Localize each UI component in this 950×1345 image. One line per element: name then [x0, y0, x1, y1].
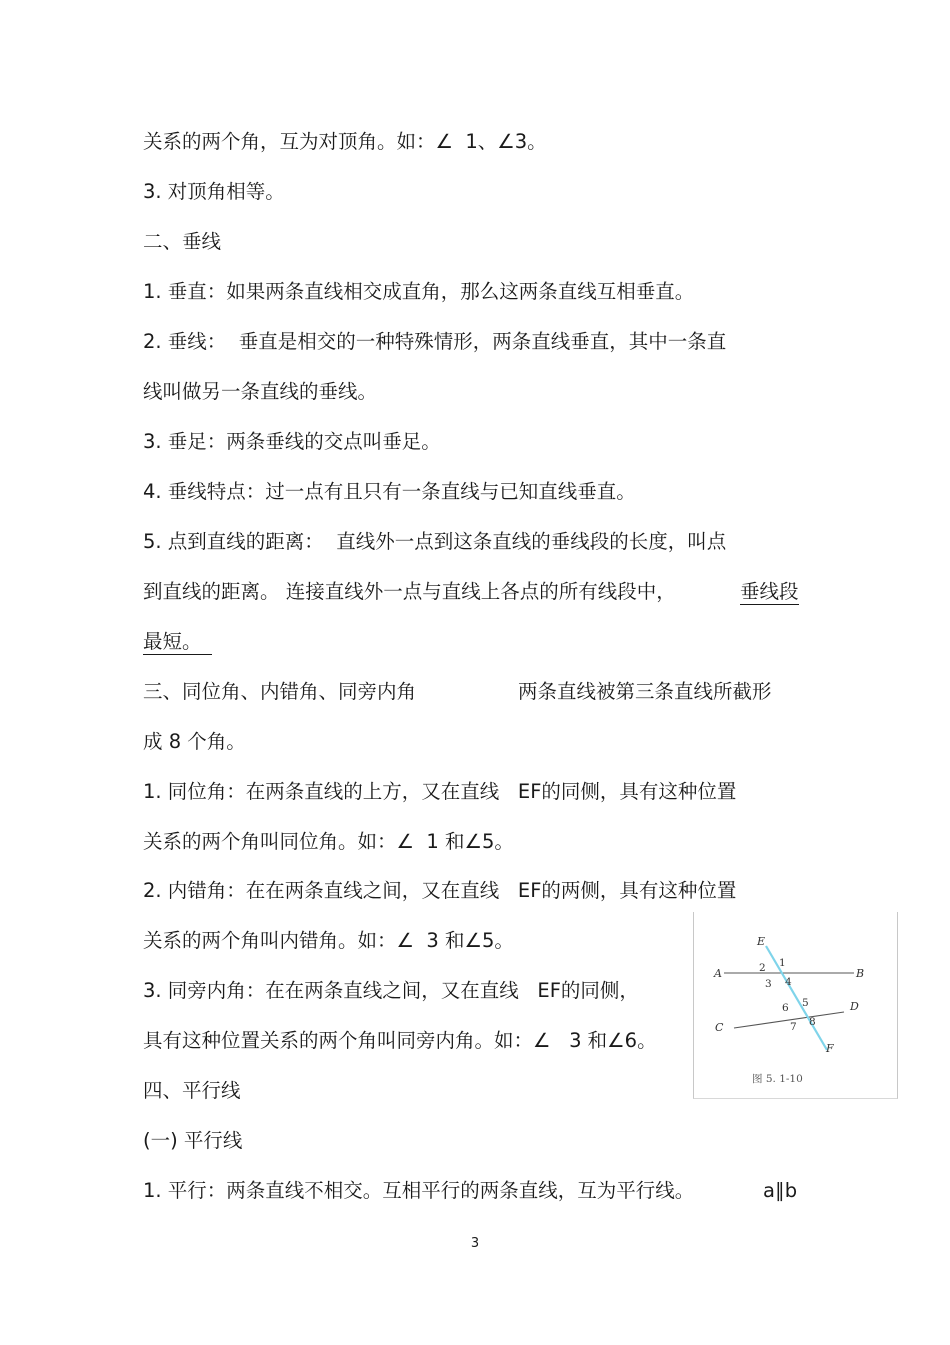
line: 3. 垂足：两条垂线的交点叫垂足。: [143, 430, 441, 453]
angle-3: 3: [765, 978, 772, 990]
angle-6: 6: [782, 1002, 789, 1014]
page-number: 3: [470, 1236, 480, 1251]
angle-8: 8: [809, 1016, 816, 1028]
line: 5. 点到直线的距离： 直线外一点到这条直线的垂线段的长度，叫点: [143, 530, 727, 553]
angle-5: 5: [802, 997, 809, 1009]
label-b: B: [856, 967, 865, 980]
section-heading: 四、平行线: [143, 1079, 241, 1102]
line: 1. 平行：两条直线不相交。互相平行的两条直线，互为平行线。: [143, 1179, 695, 1202]
geometry-figure: [693, 912, 898, 1099]
label-a: A: [714, 967, 722, 980]
angle-2: 2: [759, 962, 766, 974]
angle-4: 4: [785, 976, 792, 988]
section-heading: 三、同位角、内错角、同旁内角: [143, 680, 417, 703]
line: 关系的两个角叫内错角。如：∠ 3 和∠5。: [143, 929, 514, 952]
underlined-term: 垂线段: [740, 580, 799, 603]
label-d: D: [850, 1000, 859, 1013]
label-f: F: [826, 1042, 834, 1055]
line: 关系的两个角叫同位角。如：∠ 1 和∠5。: [143, 830, 514, 853]
label-c: C: [715, 1021, 724, 1034]
line: a∥b: [763, 1179, 798, 1202]
underlined-term: 最短。: [143, 630, 212, 655]
transversal-diagram: [694, 912, 897, 1098]
subsection-heading: (一) 平行线: [143, 1129, 243, 1152]
angle-7: 7: [790, 1021, 797, 1033]
angle-1: 1: [779, 957, 786, 969]
line: 2. 垂线： 垂直是相交的一种特殊情形，两条直线垂直，其中一条直: [143, 330, 727, 353]
section-heading: 二、垂线: [143, 230, 222, 253]
figure-caption: 图 5. 1-10: [752, 1073, 803, 1085]
line: 3. 对顶角相等。: [143, 180, 285, 203]
line: 具有这种位置关系的两个角叫同旁内角。如：∠ 3 和∠6。: [143, 1029, 657, 1052]
line: 成 8 个角。: [143, 730, 246, 753]
line: 到直线的距离。 连接直线外一点与直线上各点的所有线段中，: [143, 580, 676, 603]
line-cd: [734, 1012, 844, 1028]
line: 4. 垂线特点：过一点有且只有一条直线与已知直线垂直。: [143, 480, 636, 503]
transversal-ef: [766, 946, 827, 1050]
line: 2. 内错角：在在两条直线之间，又在直线 EF的两侧，具有这种位置: [143, 879, 737, 902]
line: 两条直线被第三条直线所截形: [518, 680, 772, 703]
line: 关系的两个角，互为对顶角。如：∠ 1、∠3。: [143, 130, 547, 153]
underlined-text: [740, 579, 799, 605]
label-e: E: [757, 935, 766, 948]
line: 1. 垂直：如果两条直线相交成直角，那么这两条直线互相垂直。: [143, 280, 695, 303]
line: 3. 同旁内角：在在两条直线之间，又在直线 EF的同侧，: [143, 979, 639, 1002]
underlined-text: [143, 629, 212, 655]
line: 1. 同位角：在两条直线的上方，又在直线 EF的同侧，具有这种位置: [143, 780, 737, 803]
line: 线叫做另一条直线的垂线。: [143, 380, 378, 403]
